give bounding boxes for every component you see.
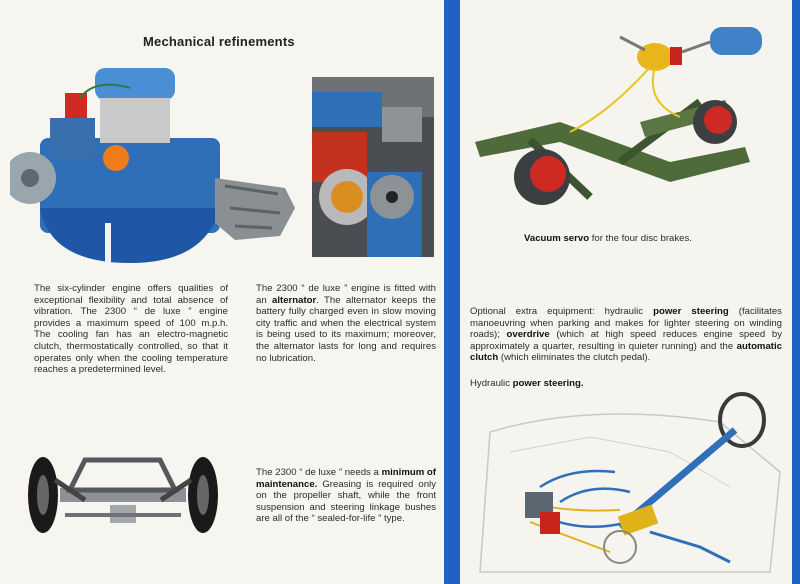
alternator-paragraph: The 2300 “ de luxe ” engine is fitted with an alternator. The alternator keeps the battery fully charged even in slow moving city traffic and when the electrical system is being used to its maximum; moreover, the alternator lasts for long and requires no lubrication. bbox=[256, 283, 437, 364]
maintenance-paragraph: The 2300 “ de luxe ” needs a minimum of maintenance. Greasing is required only on the propeller shaft, while the front suspension and steering linkage bushes are all of the “ sealed-for-life ” type. bbox=[256, 467, 436, 525]
blue-edge bbox=[792, 0, 800, 584]
brake-chassis-image bbox=[470, 22, 770, 207]
blue-gutter bbox=[444, 0, 460, 584]
alternator-image bbox=[312, 77, 434, 257]
optional-equipment-paragraph: Optional extra equipment: hydraulic power steering (facilitates manoeuvring when parking and makes for lighter steering on winding roads); overdrive (which at high speed reduces engine speed by approximately a quarter, resulting in quieter running) and the automatic clutch (which eliminates the clutch pedal). bbox=[470, 306, 782, 364]
vacuum-servo-caption: Vacuum servo for the four disc brakes. bbox=[524, 233, 692, 244]
power-steering-caption: Hydraulic power steering. bbox=[470, 378, 584, 389]
engine-paragraph: The six-cylinder engine offers qualities of exceptional flexibility and total absence of vibration. The 2300 “ de luxe ” engine provides a maximum speed of 100 m.p.h. The cooling fan has an electro-magnetic clutch, thermostatically controlled, so that it operates only when the cooling temperature reaches a predetermined level. bbox=[34, 283, 228, 376]
engine-image bbox=[10, 58, 302, 270]
page-title: Mechanical refinements bbox=[143, 34, 295, 49]
front-suspension-image bbox=[25, 450, 221, 540]
power-steering-image bbox=[470, 392, 788, 580]
